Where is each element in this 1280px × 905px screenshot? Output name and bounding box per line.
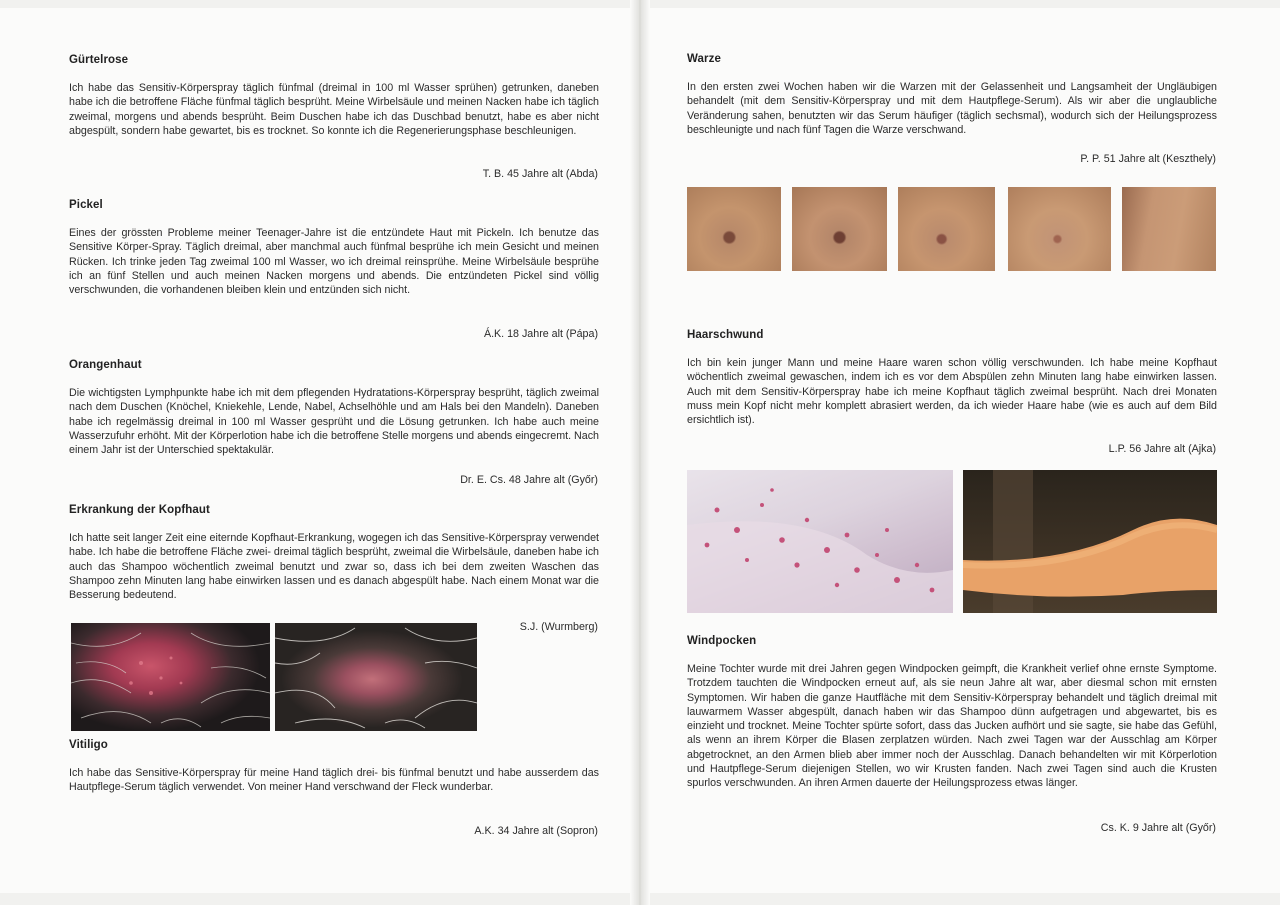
signature: S.J. (Wurmberg) <box>519 621 598 633</box>
section-text: Ich habe das Sensitiv-Körperspray täglich fünfmal (dreimal in 100 ml Wasser sprühen) getrunken, daneben habe ich die betroffene Fläche fünfmal täglich besprüht. Meine Wirbelsäule und meinen Nacken habe ich täglich zweimal, morgens und abends besprüht. Beim Duschen habe ich das Duschbad benutzt, habe es aber nicht abgespült, sondern habe gewartet, bis es trocknet. So konnte ich die Regenerierungsphase beschleunigen. <box>69 82 599 137</box>
section-text: In den ersten zwei Wochen haben wir die Warzen mit der Gelassenheit und Langsamheit der Ungläubigen behandelt (mit dem Sensitiv-Körperspray und mit dem Hautpflege-Serum). Als wir aber die unglaubliche Veränderung sahen, benutzten wir das Serum häufiger (täglich sechsmal), wodurch sich der Heilungsprozess beschleunigte und nach fünf Tagen die Warze verschwand. <box>687 81 1217 136</box>
section-heading: Vitiligo <box>69 739 108 751</box>
signature: Dr. E. Cs. 48 Jahre alt (Győr) <box>460 474 598 486</box>
scalp-photo-before-image <box>71 623 270 731</box>
section-warze <box>687 53 1217 137</box>
signature: A.K. 34 Jahre alt (Sopron) <box>474 825 598 837</box>
signature: Cs. K. 9 Jahre alt (Győr) <box>1100 822 1216 834</box>
wart-photo-4 <box>1008 187 1111 271</box>
section-windpocken <box>687 635 1217 791</box>
arm-photo-before <box>687 470 953 613</box>
section-text: Eines der grössten Probleme meiner Teenager-Jahre ist die entzündete Haut mit Pickeln. Ich benutze das Sensitive Körper-Spray. Täglich dreimal, aber manchmal auch fünfmal besprühe ich mein Gesicht und meinen Rücken. Ich trinke jeden Tag zweimal 100 ml Wasser, wo ich dreimal reinsprühe. Meine Wirbelsäule besprühe ich an fünf Stellen und auch meinen Nacken morgens und abends. Die entzündeten Pickel sind völlig verschwunden, die vorhandenen bleiben klein und entzünden sich nicht. <box>69 227 599 297</box>
wart-photo-1 <box>687 187 781 271</box>
signature: P. P. 51 Jahre alt (Keszthely) <box>1080 153 1216 165</box>
section-vitiligo <box>69 739 599 795</box>
wart-photo-5 <box>1122 187 1216 271</box>
section-heading: Gürtelrose <box>69 54 129 66</box>
wart-photo-2 <box>792 187 887 271</box>
scalp-photo-after-image <box>275 623 477 731</box>
arm-photo-after-image <box>963 470 1217 613</box>
wart-photo-3 <box>898 187 995 271</box>
section-heading: Pickel <box>69 199 103 211</box>
section-kopfhaut <box>69 504 599 602</box>
section-haarschwund <box>687 329 1217 427</box>
section-guertelrose <box>69 54 599 138</box>
section-text: Ich habe das Sensitive-Körperspray für meine Hand täglich drei- bis fünfmal benutzt und habe ausserdem das Hautpflege-Serum täglich verwendet. Von meiner Hand verschwand der Fleck wunderbar. <box>69 767 599 794</box>
section-heading: Warze <box>687 53 721 65</box>
signature: T. B. 45 Jahre alt (Abda) <box>482 168 598 180</box>
section-heading: Erkrankung der Kopfhaut <box>69 504 210 516</box>
section-heading: Windpocken <box>687 635 757 647</box>
arm-photo-after <box>963 470 1217 613</box>
section-orangenhaut <box>69 359 599 457</box>
book-gutter <box>630 0 650 905</box>
scalp-photo-after <box>275 623 477 731</box>
scalp-photo-before <box>71 623 270 731</box>
section-pickel <box>69 199 599 297</box>
section-text: Ich hatte seit langer Zeit eine eiternde Kopfhaut-Erkrankung, wogegen ich das Sensitive-Körperspray verwendet habe. Ich habe die betroffene Fläche zwei- dreimal täglich besprüht, zweimal die Wirbelsäule, daneben habe ich auch das Shampoo wöchentlich zweimal benutzt und zwar so, dass ich bei dem zweiten Waschen das Shampoo zehn Minuten lang habe einwirken lassen und es danach abgespült habe. Nach einem Monat war die Besserung bedeutend. <box>69 532 599 602</box>
section-text: Ich bin kein junger Mann und meine Haare waren schon völlig verschwunden. Ich habe meine Kopfhaut wöchentlich zweimal gewaschen, indem ich es vor dem Abspülen zehn Minuten lang habe einwirken lassen. Auch mit dem Sensitiv-Körperspray habe ich meine Kopfhaut täglich zweimal besprüht. Nach drei Monaten muss mein Kopf nicht mehr komplett abrasiert werden, da ich wieder Haare habe (wie es auch auf dem Bild ersichtlich ist). <box>687 357 1217 427</box>
arm-photo-before-image <box>687 470 953 613</box>
section-text: Die wichtigsten Lymphpunkte habe ich mit dem pflegenden Hydratations-Körperspray besprüht, täglich zweimal nach dem Duschen (Knöchel, Kniekehle, Lende, Nabel, Achselhöhle und am Hals bei den Mandeln). Daneben habe ich regelmässig dreimal in 100 ml Wasser gesprüht und die Lösung getrunken. Ich habe auch meine Wasserzufuhr erhöht. Mit der Körperlotion habe ich die betroffene Stelle morgens und abends eingecremt. Nach einem Jahr ist der Unterschied spektakulär. <box>69 387 599 457</box>
signature: Á.K. 18 Jahre alt (Pápa) <box>483 328 598 340</box>
section-heading: Orangenhaut <box>69 359 142 371</box>
section-heading: Haarschwund <box>687 329 764 341</box>
section-text: Meine Tochter wurde mit drei Jahren gegen Windpocken geimpft, die Krankheit verlief ohne ernste Symptome. Trotzdem tauchten die Windpocken erneut auf, als sie neun Jahre alt war, aber diesmal schon mit ernsten Symptomen. Wir haben die ganze Hautfläche mit dem Sensitiv-Körperspray behandelt und täglich dreimal mit lauwarmem Wasser abgespült, danach haben wir das Shampoo dünn aufgetragen und abgewartet, bis es einzieht und trocknet. Meine Tochter spürte sofort, dass das Jucken aufhört und sie sagte, sie habe das Gefühl, als wenn an ihrem Körper die Blasen zerplatzen würden. Nach zwei Tagen war der Ausschlag am Körper abgetrocknet, an den Armen blieb aber immer noch der Ausschlag. Danach behandelten wir mit Körperlotion und Hautpflege-Serum diejenigen Stellen, wo wir Krusten fanden. Nach zwei Tagen sind auch die Krusten spurlos verschwunden. An ihren Armen dauerte der Heilungsprozess etwas länger. <box>687 663 1217 790</box>
signature: L.P. 56 Jahre alt (Ajka) <box>1108 443 1216 455</box>
